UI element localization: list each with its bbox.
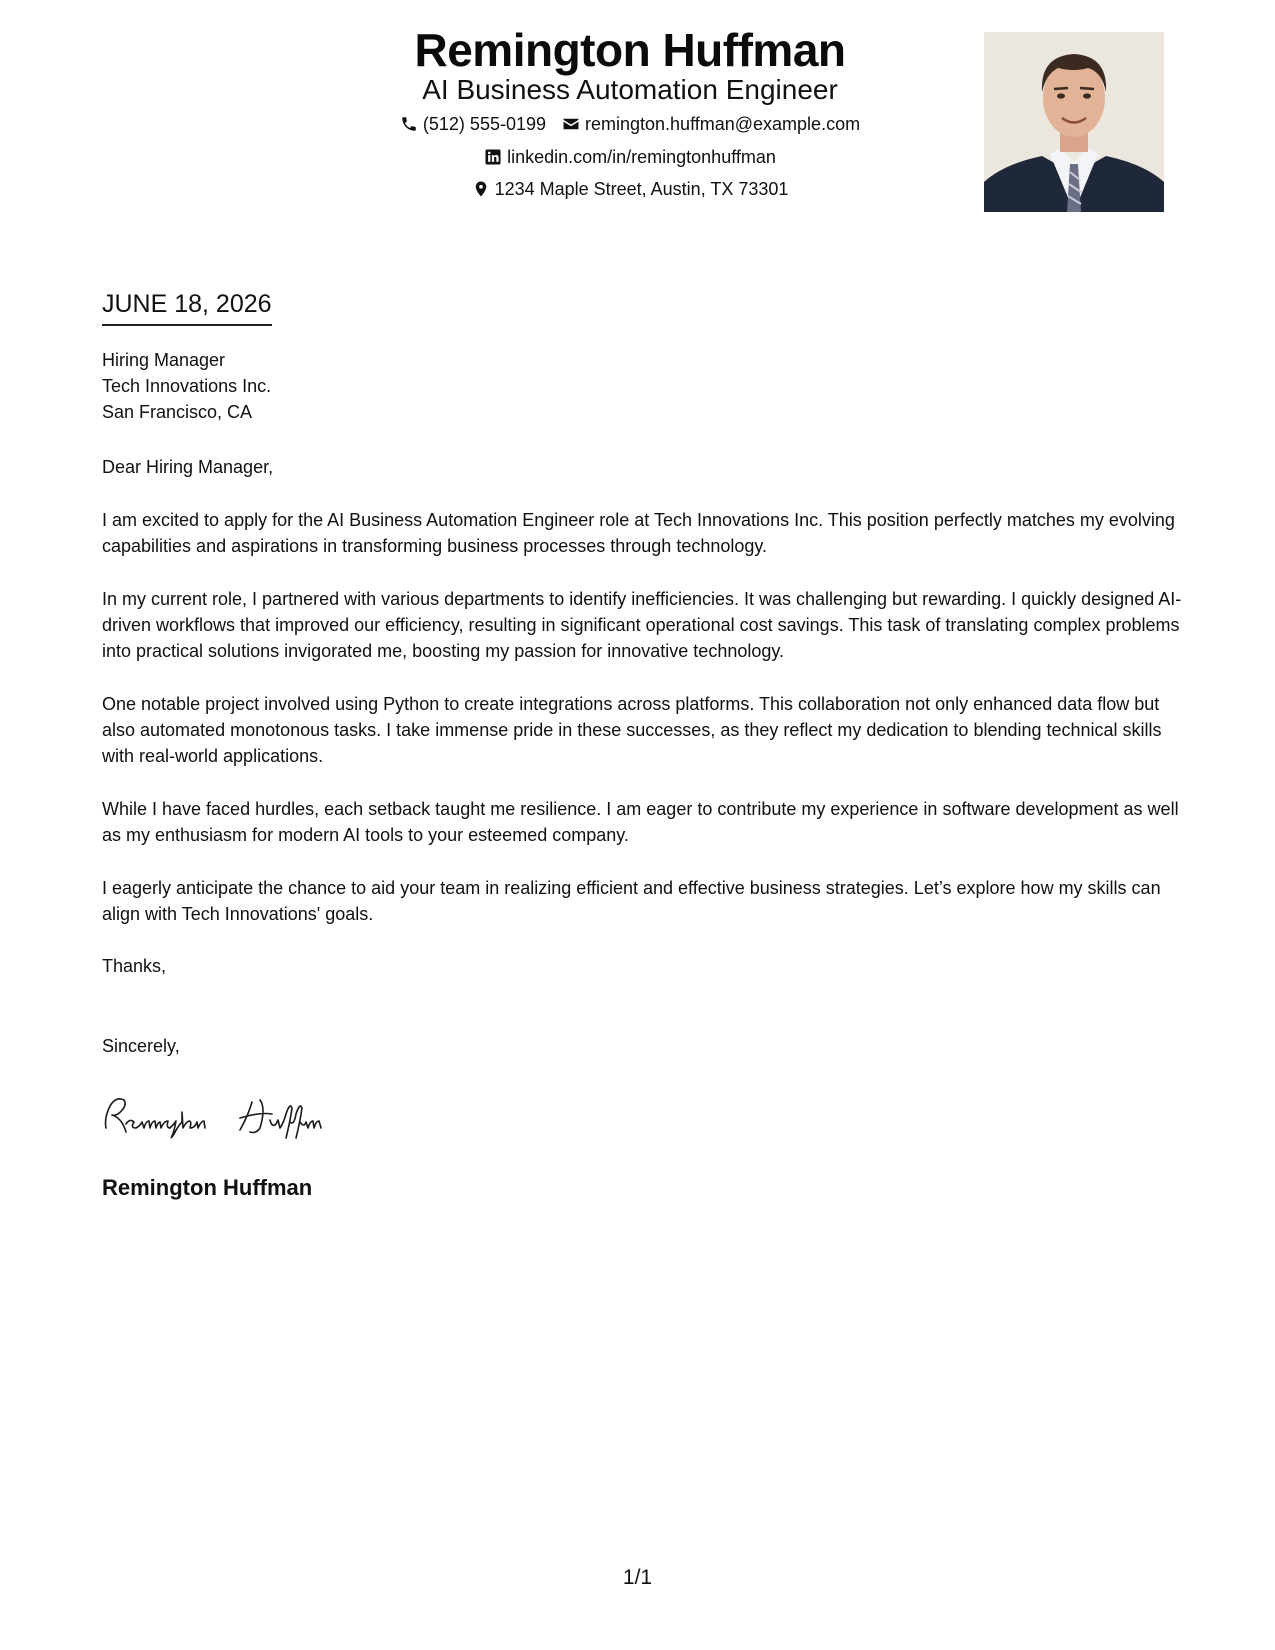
recipient-name: Hiring Manager bbox=[102, 350, 226, 370]
letter-date: JUNE 18, 2026 bbox=[102, 288, 272, 326]
recipient-company: Tech Innovations Inc. bbox=[102, 376, 272, 396]
phone-text: (512) 555-0199 bbox=[422, 114, 546, 134]
phone-icon bbox=[400, 115, 418, 133]
candidate-name: Remington Huffman bbox=[414, 24, 846, 76]
body-paragraph: I eagerly anticipate the chance to aid your team in realizing efficient and effective business strategies. Let’s explore how my skills can align with Tech Innovations' goals. bbox=[102, 878, 1161, 924]
recipient-block bbox=[102, 347, 271, 425]
email-text: remington.huffman@example.com bbox=[585, 114, 861, 134]
body-paragraph: In my current role, I partnered with various departments to identify inefficiencies. It was challenging but rewarding. I quickly designed AI-driven workflows that improved our efficiency, resulting in significant operational cost savings. This task of translating complex problems into practical solutions invigorated me, boosting my passion for innovative technology. bbox=[102, 589, 1182, 661]
envelope-icon bbox=[562, 115, 580, 133]
linkedin-icon bbox=[484, 148, 502, 166]
body-paragraph: One notable project involved using Python to create integrations across platforms. This collaboration not only enhanced data flow but also automated monotonous tasks. I take immense pride in these successes, as they reflect my dedication to blending technical skills with real-world applications. bbox=[102, 694, 1162, 766]
address-text: 1234 Maple Street, Austin, TX 73301 bbox=[494, 179, 789, 199]
page-number: 1/1 bbox=[622, 1566, 653, 1589]
address-contact bbox=[472, 177, 789, 201]
signer-name: Remington Huffman bbox=[102, 1175, 313, 1200]
email-contact[interactable] bbox=[562, 112, 860, 136]
profile-photo bbox=[984, 32, 1164, 212]
handwritten-signature bbox=[100, 1088, 370, 1142]
linkedin-text: linkedin.com/in/remingtonhuffman bbox=[507, 147, 776, 167]
body-paragraph: I am excited to apply for the AI Business Automation Engineer role at Tech Innovations Inc. This position perfectly matches my evolving capabilities and aspirations in transforming business processes through technology. bbox=[102, 510, 1175, 556]
phone-contact[interactable] bbox=[400, 112, 546, 136]
recipient-location: San Francisco, CA bbox=[102, 402, 253, 422]
linkedin-contact[interactable] bbox=[484, 145, 776, 169]
candidate-title: AI Business Automation Engineer bbox=[422, 74, 838, 105]
letter-body bbox=[102, 454, 1182, 954]
closing-line: Sincerely, bbox=[102, 1036, 180, 1056]
thanks-line: Thanks, bbox=[102, 956, 167, 976]
map-pin-icon bbox=[472, 180, 490, 198]
salutation: Dear Hiring Manager, bbox=[102, 457, 274, 477]
body-paragraph: While I have faced hurdles, each setback taught me resilience. I am eager to contribute my experience in software development as well as my enthusiasm for modern AI tools to your esteemed company. bbox=[102, 799, 1179, 845]
